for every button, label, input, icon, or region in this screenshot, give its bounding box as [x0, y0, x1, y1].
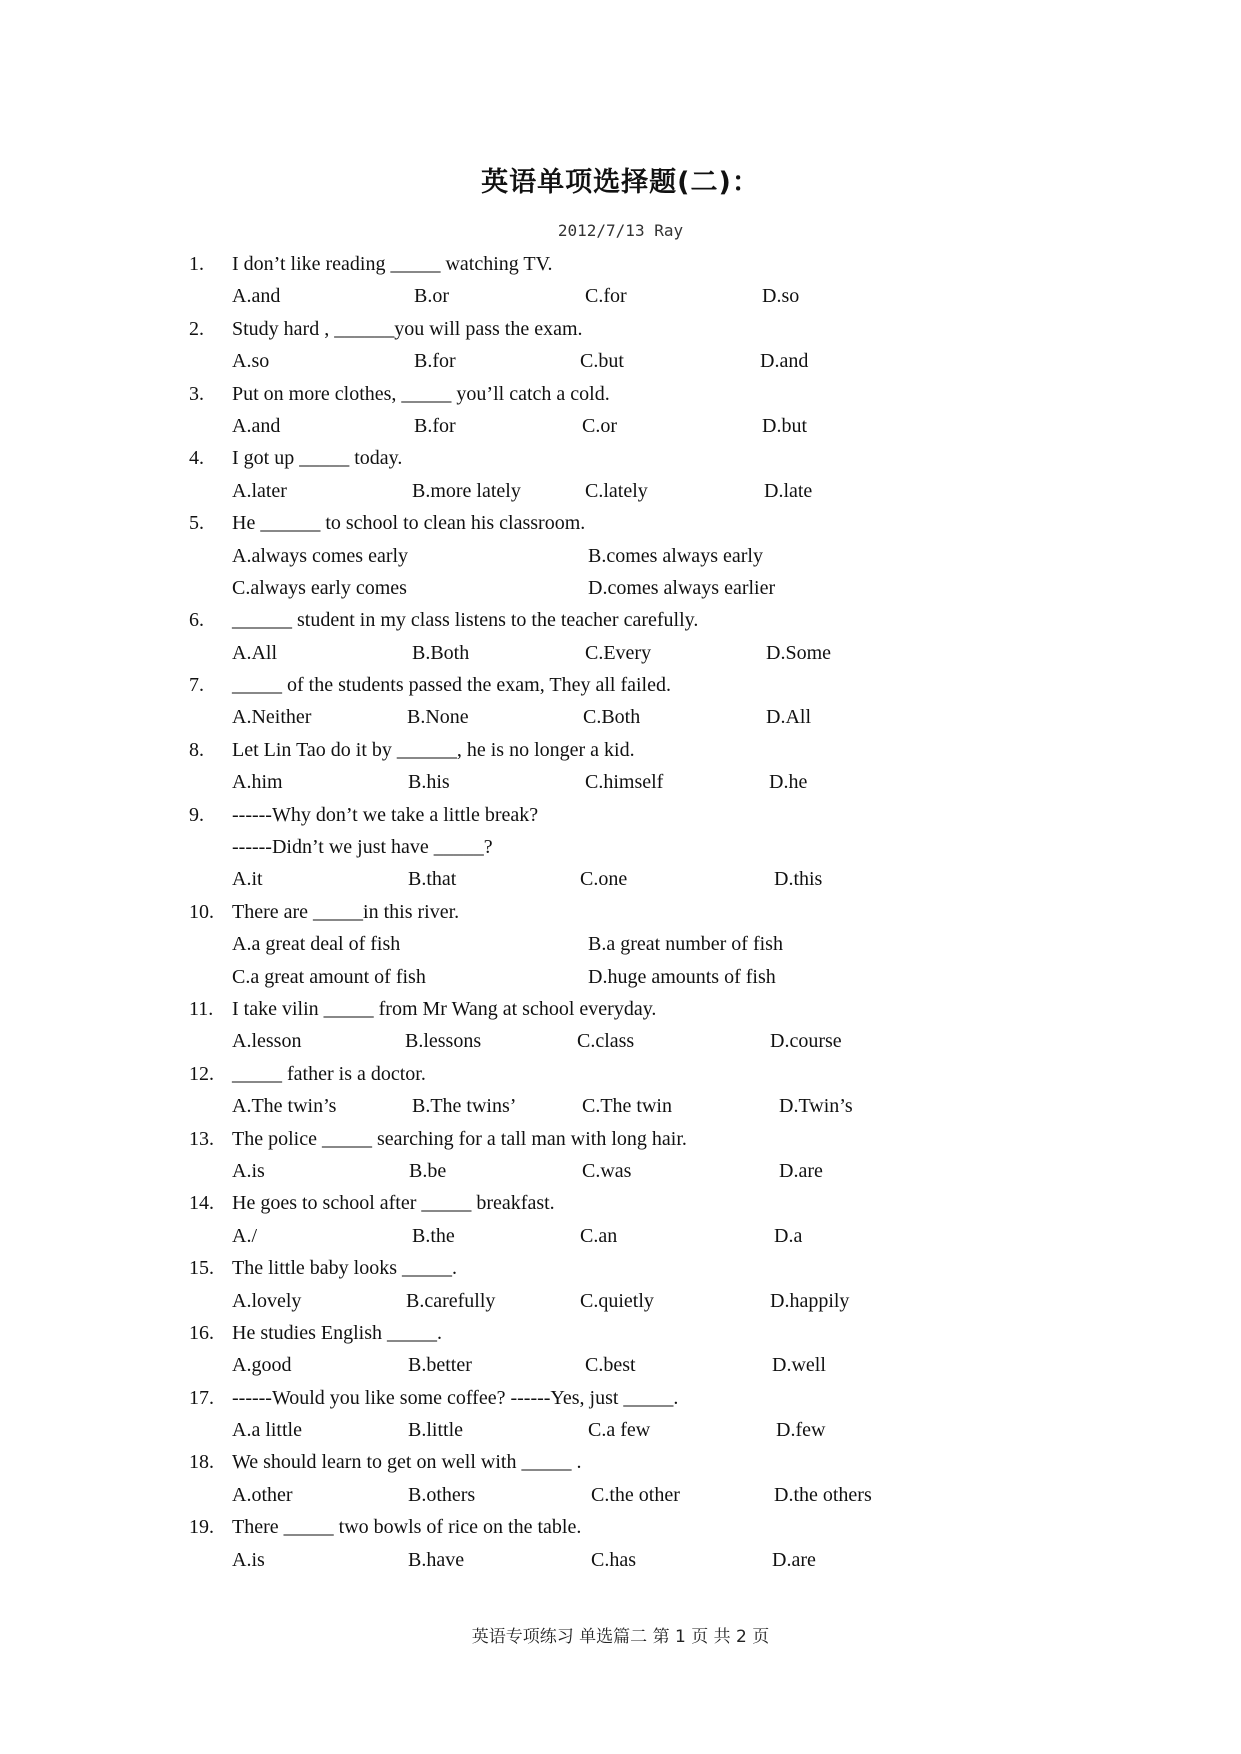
answer-option: C.a great amount of fish [232, 965, 426, 988]
answer-option: C.an [580, 1224, 618, 1247]
answer-option: C.lately [585, 479, 648, 502]
question-stem [0, 1252, 1241, 1284]
answer-option: C.for [585, 285, 627, 308]
answer-option: D.and [760, 350, 809, 373]
options-row [0, 540, 1241, 572]
answer-option: B.a great number of fish [588, 933, 783, 956]
answer-option: A.is [232, 1159, 265, 1182]
answer-option: D.this [774, 868, 823, 891]
answer-option: B.more lately [412, 479, 521, 502]
question-text: ------Why don’t we take a little break? [232, 803, 539, 826]
answer-option: A.The twin’s [232, 1095, 337, 1118]
answer-option: B.or [414, 285, 449, 308]
answer-option: B.have [408, 1548, 465, 1571]
answer-option: D.but [762, 414, 807, 437]
answer-option: B.carefully [406, 1289, 496, 1312]
answer-option: A.and [232, 285, 281, 308]
question-text: There _____ two bowls of rice on the table. [232, 1516, 582, 1539]
answer-option: D.late [764, 479, 813, 502]
answer-option: C.Both [583, 706, 641, 729]
question-stem [0, 1317, 1241, 1349]
question-stem [0, 604, 1241, 636]
answer-option: D.are [779, 1159, 823, 1182]
question-number: 8. [189, 738, 204, 761]
question-text: ------Would you like some coffee? ------Yes, just _____. [232, 1386, 679, 1409]
question-number: 11. [189, 997, 214, 1020]
question-stem [0, 1382, 1241, 1414]
options-row [0, 1414, 1241, 1446]
answer-option: A.it [232, 868, 263, 891]
options-row [0, 1544, 1241, 1576]
answer-option: B.better [408, 1354, 472, 1377]
answer-option: D.are [772, 1548, 816, 1571]
question-number: 2. [189, 317, 204, 340]
question-text: I got up _____ today. [232, 447, 403, 470]
answer-option: A.always comes early [232, 544, 409, 567]
question-text: Put on more clothes, _____ you’ll catch a cold. [232, 382, 610, 405]
question-stem [0, 799, 1241, 831]
question-stem [0, 1446, 1241, 1478]
question-stem-continued [0, 831, 1241, 863]
question-stem [0, 507, 1241, 539]
answer-option: B.lessons [405, 1030, 482, 1053]
question-number: 15. [189, 1257, 214, 1280]
answer-option: B.little [408, 1419, 463, 1442]
answer-option: C.has [591, 1548, 636, 1571]
question-stem [0, 669, 1241, 701]
options-row [0, 475, 1241, 507]
answer-option: D.happily [770, 1289, 850, 1312]
question-text: I don’t like reading _____ watching TV. [232, 253, 553, 275]
question-text: There are _____in this river. [232, 900, 460, 923]
answer-option: B.the [412, 1224, 455, 1247]
answer-option: A.is [232, 1548, 265, 1571]
question-number: 19. [189, 1516, 214, 1539]
answer-option: B.that [408, 868, 457, 891]
answer-option: A.so [232, 350, 270, 373]
question-text: ______ student in my class listens to the teacher carefully. [232, 609, 699, 632]
options-row [0, 1220, 1241, 1252]
answer-option: B.Both [412, 641, 470, 664]
question-stem [0, 896, 1241, 928]
question-stem [0, 734, 1241, 766]
question-number: 5. [189, 512, 204, 535]
answer-option: A.lovely [232, 1289, 302, 1312]
question-text: Let Lin Tao do it by ______, he is no longer a kid. [232, 738, 635, 761]
question-text: I take vilin _____ from Mr Wang at school everyday. [232, 997, 657, 1020]
answer-option: C.always early comes [232, 576, 407, 599]
question-number: 1. [189, 253, 204, 275]
answer-option: C.was [582, 1159, 632, 1182]
answer-option: D.Twin’s [779, 1095, 853, 1118]
options-row [0, 1349, 1241, 1381]
question-stem [0, 1058, 1241, 1090]
question-text: The police _____ searching for a tall man with long hair. [232, 1127, 687, 1150]
answer-option: A.and [232, 414, 281, 437]
answer-option: D.a [774, 1224, 803, 1247]
answer-option: D.so [762, 285, 800, 308]
answer-option: C.himself [585, 771, 664, 794]
options-row [0, 701, 1241, 733]
answer-option: C.The twin [582, 1095, 672, 1118]
answer-option: B.None [407, 706, 469, 729]
answer-option: C.the other [591, 1483, 680, 1506]
answer-option: D.Some [766, 641, 831, 664]
question-stem [0, 1123, 1241, 1155]
answer-option: D.few [776, 1419, 826, 1442]
options-row [0, 1285, 1241, 1317]
question-stem [0, 248, 1241, 280]
question-number: 18. [189, 1451, 214, 1474]
question-number: 12. [189, 1062, 214, 1085]
question-text: The little baby looks _____. [232, 1257, 457, 1280]
answer-option: B.be [409, 1159, 447, 1182]
options-row [0, 637, 1241, 669]
question-number: 3. [189, 382, 204, 405]
page-subtitle: 2012/7/13 Ray [557, 221, 684, 240]
question-stem [0, 993, 1241, 1025]
answer-option: C.a few [588, 1419, 651, 1442]
question-stem [0, 1187, 1241, 1219]
answer-option: D.the others [774, 1483, 872, 1506]
answer-option: C.or [582, 414, 617, 437]
answer-option: B.comes always early [588, 544, 763, 567]
options-row [0, 928, 1241, 960]
answer-option: A.Neither [232, 706, 312, 729]
question-text: Study hard , ______you will pass the exam. [232, 317, 583, 340]
page-title: 英语单项选择题(二)： [481, 167, 760, 198]
answer-option: D.he [769, 771, 808, 794]
options-row [0, 1155, 1241, 1187]
question-number: 4. [189, 447, 204, 470]
answer-option: A./ [232, 1224, 257, 1247]
answer-option: A.good [232, 1354, 292, 1377]
answer-option: A.a little [232, 1419, 302, 1442]
question-stem [0, 378, 1241, 410]
question-text: He studies English _____. [232, 1321, 442, 1344]
question-number: 17. [189, 1386, 214, 1409]
options-row [0, 572, 1241, 604]
answer-option: D.course [770, 1030, 842, 1053]
answer-option: C.quietly [580, 1289, 654, 1312]
answer-option: C.Every [585, 641, 652, 664]
options-row [0, 961, 1241, 993]
question-text: We should learn to get on well with _____ . [232, 1451, 582, 1474]
answer-option: C.but [580, 350, 624, 373]
question-text: He ______ to school to clean his classroom. [232, 512, 586, 535]
options-row [0, 1090, 1241, 1122]
question-stem [0, 313, 1241, 345]
options-row [0, 766, 1241, 798]
question-number: 14. [189, 1192, 214, 1215]
answer-option: B.others [408, 1483, 476, 1506]
question-text: ------Didn’t we just have _____? [232, 836, 493, 859]
options-row [0, 863, 1241, 895]
question-number: 16. [189, 1321, 214, 1344]
answer-option: A.lesson [232, 1030, 302, 1053]
answer-option: A.All [232, 641, 277, 664]
question-stem [0, 1511, 1241, 1543]
options-row [0, 280, 1241, 312]
question-text: He goes to school after _____ breakfast. [232, 1192, 555, 1215]
question-stem [0, 442, 1241, 474]
question-number: 7. [189, 674, 204, 697]
answer-option: D.huge amounts of fish [588, 965, 776, 988]
page-footer: 英语专项练习 单选篇二 第 1 页 共 2 页 [471, 1627, 770, 1647]
answer-option: A.him [232, 771, 283, 794]
question-number: 10. [189, 900, 214, 923]
answer-option: D.comes always earlier [588, 576, 776, 599]
question-number: 13. [189, 1127, 214, 1150]
answer-option: C.best [585, 1354, 636, 1377]
answer-option: C.one [580, 868, 628, 891]
question-text: _____ father is a doctor. [232, 1062, 426, 1085]
options-row [0, 1479, 1241, 1511]
question-number: 9. [189, 803, 204, 826]
question-list [0, 248, 1241, 1576]
answer-option: D.well [772, 1354, 826, 1377]
answer-option: D.All [766, 706, 811, 729]
answer-option: A.later [232, 479, 287, 502]
answer-option: B.The twins’ [412, 1095, 517, 1118]
question-text: _____ of the students passed the exam, They all failed. [232, 674, 671, 697]
answer-option: A.other [232, 1483, 293, 1506]
options-row [0, 410, 1241, 442]
answer-option: A.a great deal of fish [232, 933, 401, 956]
options-row [0, 345, 1241, 377]
answer-option: B.his [408, 771, 450, 794]
answer-option: C.class [577, 1030, 635, 1053]
answer-option: B.for [414, 414, 456, 437]
answer-option: B.for [414, 350, 456, 373]
options-row [0, 1025, 1241, 1057]
question-number: 6. [189, 609, 204, 632]
